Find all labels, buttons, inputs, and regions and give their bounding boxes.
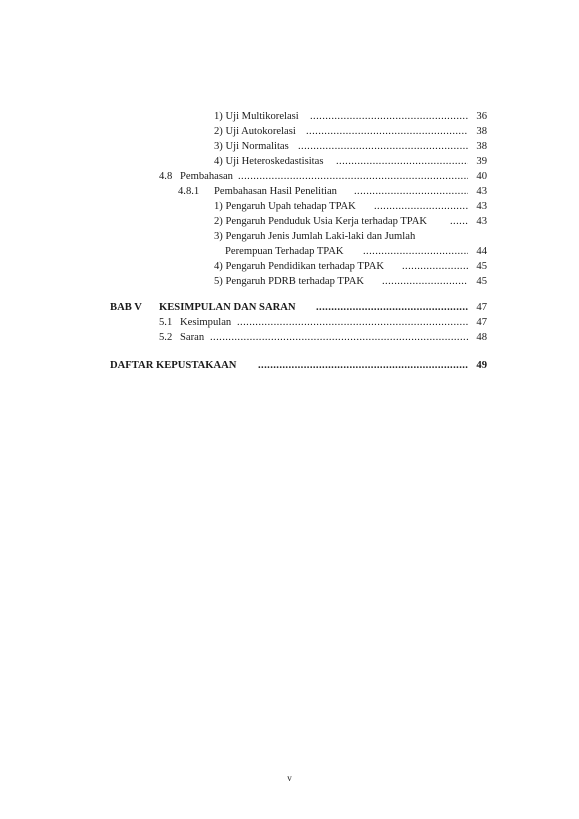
toc-entry [159, 331, 487, 344]
toc-entry-title: Pembahasan Hasil Penelitian [214, 186, 337, 197]
toc-entry-page: 36 [476, 111, 487, 122]
toc-entry [159, 170, 487, 183]
toc-entry [214, 200, 487, 213]
toc-entry-page: 48 [476, 332, 487, 343]
toc-entry [214, 260, 487, 273]
dot-leader [402, 260, 468, 273]
toc-entry [214, 215, 487, 228]
toc-entry-title: 3) Pengaruh Jenis Jumlah Laki-laki dan Jumlah [214, 231, 416, 242]
toc-entry [214, 110, 487, 123]
dot-leader [382, 275, 468, 288]
toc-entry-title: 4) Pengaruh Pendidikan terhadap TPAK [214, 261, 385, 272]
dot-leader [210, 331, 468, 344]
toc-entry-page: 45 [476, 261, 487, 272]
toc-entry-page: 45 [476, 276, 487, 287]
toc-entry-page: 43 [476, 186, 487, 197]
toc-entry-title: KESIMPULAN DAN SARAN [159, 302, 296, 313]
dot-leader [258, 359, 468, 372]
dot-leader [306, 125, 468, 138]
dot-leader [374, 200, 468, 213]
toc-entry-page: 43 [476, 201, 487, 212]
toc-entry-page: 44 [476, 246, 487, 257]
toc-entry-title: Kesimpulan [180, 317, 232, 328]
toc-entry-title: Perempuan Terhadap TPAK [225, 246, 344, 257]
toc-entry-page: 39 [476, 156, 487, 167]
toc-entry-title: 4) Uji Heteroskedastisitas [214, 156, 324, 167]
toc-entry-page: 38 [476, 126, 487, 137]
toc-entry-title: 1) Uji Multikorelasi [214, 111, 299, 122]
dot-leader [316, 301, 468, 314]
dot-leader [298, 140, 468, 153]
dot-leader [336, 155, 468, 168]
toc-entry [214, 140, 487, 153]
toc-entry-page: 43 [476, 216, 487, 227]
toc-entry-title: 2) Pengaruh Penduduk Usia Kerja terhadap TPAK [214, 216, 428, 227]
toc-entry-page: 47 [476, 302, 487, 313]
toc-entry [214, 125, 487, 138]
toc-entry-chapter [110, 301, 487, 314]
toc-entry-page: 38 [476, 141, 487, 152]
toc-entry-number: 4.8 [159, 171, 173, 182]
toc-entry-title: Saran [180, 332, 205, 343]
page-number: v [287, 773, 292, 783]
toc-entry [159, 316, 487, 329]
dot-leader [354, 185, 468, 198]
dot-leader [237, 316, 468, 329]
toc-entry-number: 5.2 [159, 332, 173, 343]
toc-entry-page: 49 [476, 360, 487, 371]
toc-entry-page: 47 [476, 317, 487, 328]
toc-entry [225, 245, 487, 258]
toc-entry-number: 5.1 [159, 317, 173, 328]
toc-entry-title: 3) Uji Normalitas [214, 141, 289, 152]
toc-entry [214, 275, 487, 288]
toc-entry-number: BAB V [110, 302, 142, 313]
dot-leader [450, 215, 468, 228]
toc-entry-title: 1) Pengaruh Upah tehadap TPAK [214, 201, 356, 212]
toc-entry [214, 155, 487, 168]
toc-entry-number: 4.8.1 [178, 186, 200, 197]
toc-entry [178, 185, 487, 198]
toc-entry-title: 5) Pengaruh PDRB terhadap TPAK [214, 276, 365, 287]
toc-entry [214, 230, 487, 243]
toc-entry-title: Pembahasan [180, 171, 233, 182]
toc-entry-page: 40 [476, 171, 487, 182]
dot-leader [238, 170, 468, 183]
toc-entry-title: 2) Uji Autokorelasi [214, 126, 296, 137]
toc-entry-title: DAFTAR KEPUSTAKAAN [110, 360, 237, 371]
toc-entry-chapter [110, 359, 487, 372]
dot-leader [310, 110, 468, 123]
dot-leader [363, 245, 468, 258]
